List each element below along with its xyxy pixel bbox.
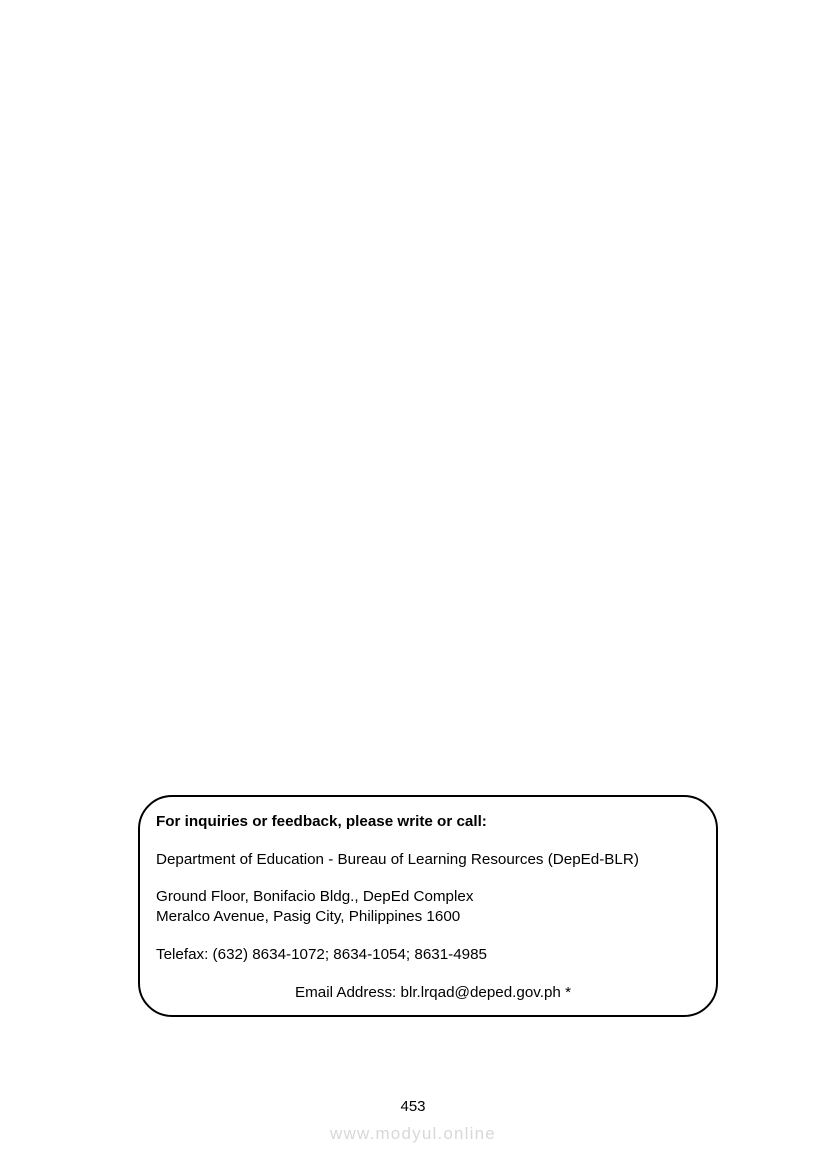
contact-department: Department of Education - Bureau of Learning Resources (DepEd-BLR)	[156, 851, 639, 868]
contact-info-box	[138, 795, 718, 1017]
contact-address-line-1: Ground Floor, Bonifacio Bldg., DepEd Complex	[156, 888, 474, 905]
contact-email: Email Address: blr.lrqad@deped.gov.ph *	[294, 984, 571, 1001]
contact-telefax: Telefax: (632) 8634-1072; 8634-1054; 8631-4985	[156, 946, 488, 963]
watermark: www.modyul.online	[330, 1124, 496, 1143]
contact-heading: For inquiries or feedback, please write or call:	[156, 813, 487, 830]
contact-address	[156, 887, 700, 927]
page-number: 453	[400, 1098, 426, 1115]
contact-address-line-2: Meralco Avenue, Pasig City, Philippines 1600	[156, 908, 461, 925]
contact-info-content	[156, 811, 700, 1003]
